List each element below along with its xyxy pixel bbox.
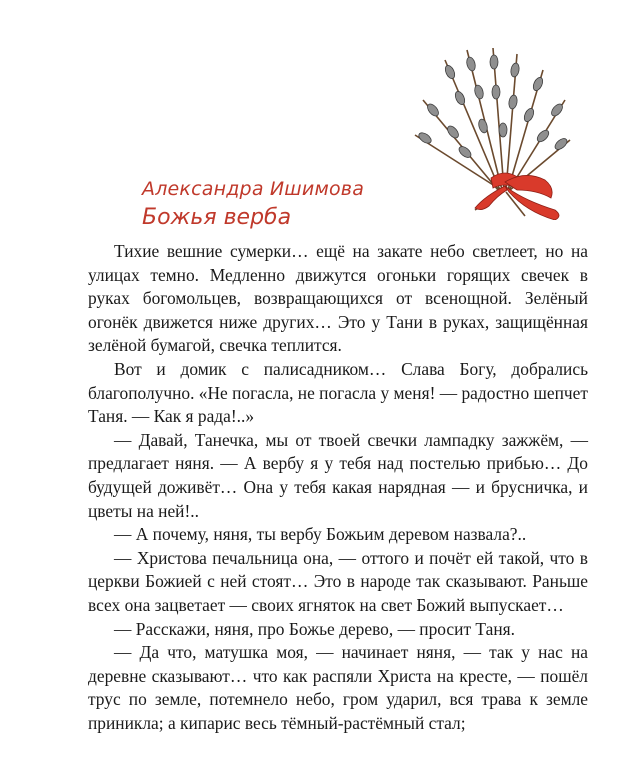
story-title: Божья верба (142, 205, 292, 230)
red-ribbon (475, 173, 559, 220)
story-text (88, 240, 588, 735)
paragraph: — Давай, Танечка, мы от твоей свечки лампадку зажжём, — предлагает няня. — А вербу я у тебя над постелью прибью… До будущей доживёт… Она у тебя какая нарядная — и брусничка, и цветы на ней!.. (88, 429, 588, 521)
willow-illustration (405, 40, 580, 220)
paragraph: Вот и домик с палисадником… Слава Богу, добрались благополучно. «Не погасла, не погасла у меня! — радостно шепчет Таня. — Как я рада!..» (88, 358, 588, 427)
paragraph: — Христова печальница она, — оттого и почёт ей такой, что в церкви Божией с ней стоят… Это в народе так сказывают. Раньше всех она зацветает — своих ягняток на свет Божий выпускает… (88, 547, 588, 615)
willow-catkins (417, 55, 569, 160)
paragraph: — Расскажи, няня, про Божье дерево, — просит Таня. (114, 618, 515, 639)
paragraph: Тихие вешние сумерки… ещё на закате небо светлеет, но на улицах темно. Медленно движутся огоньки горящих свечек в руках богомольцев, возвращающихся от всенощной. Зелёный огонёк движется ниже других… Это у Тани в руках, защищённая зелёной бумагой, свечка теплится. (88, 241, 588, 356)
paragraph: — Да что, матушка моя, — начинает няня, — так у нас на деревне сказывают… что как распяли Христа на кресте, — пошёл трус по земле, потемнело небо, гром ударил, вся трава к земле приникла; а кипарис весь тёмный-растёмный стал; (88, 642, 588, 733)
paragraph: — А почему, няня, ты вербу Божьим деревом назвала?.. (114, 524, 527, 545)
author-name: Александра Ишимова (142, 178, 365, 200)
